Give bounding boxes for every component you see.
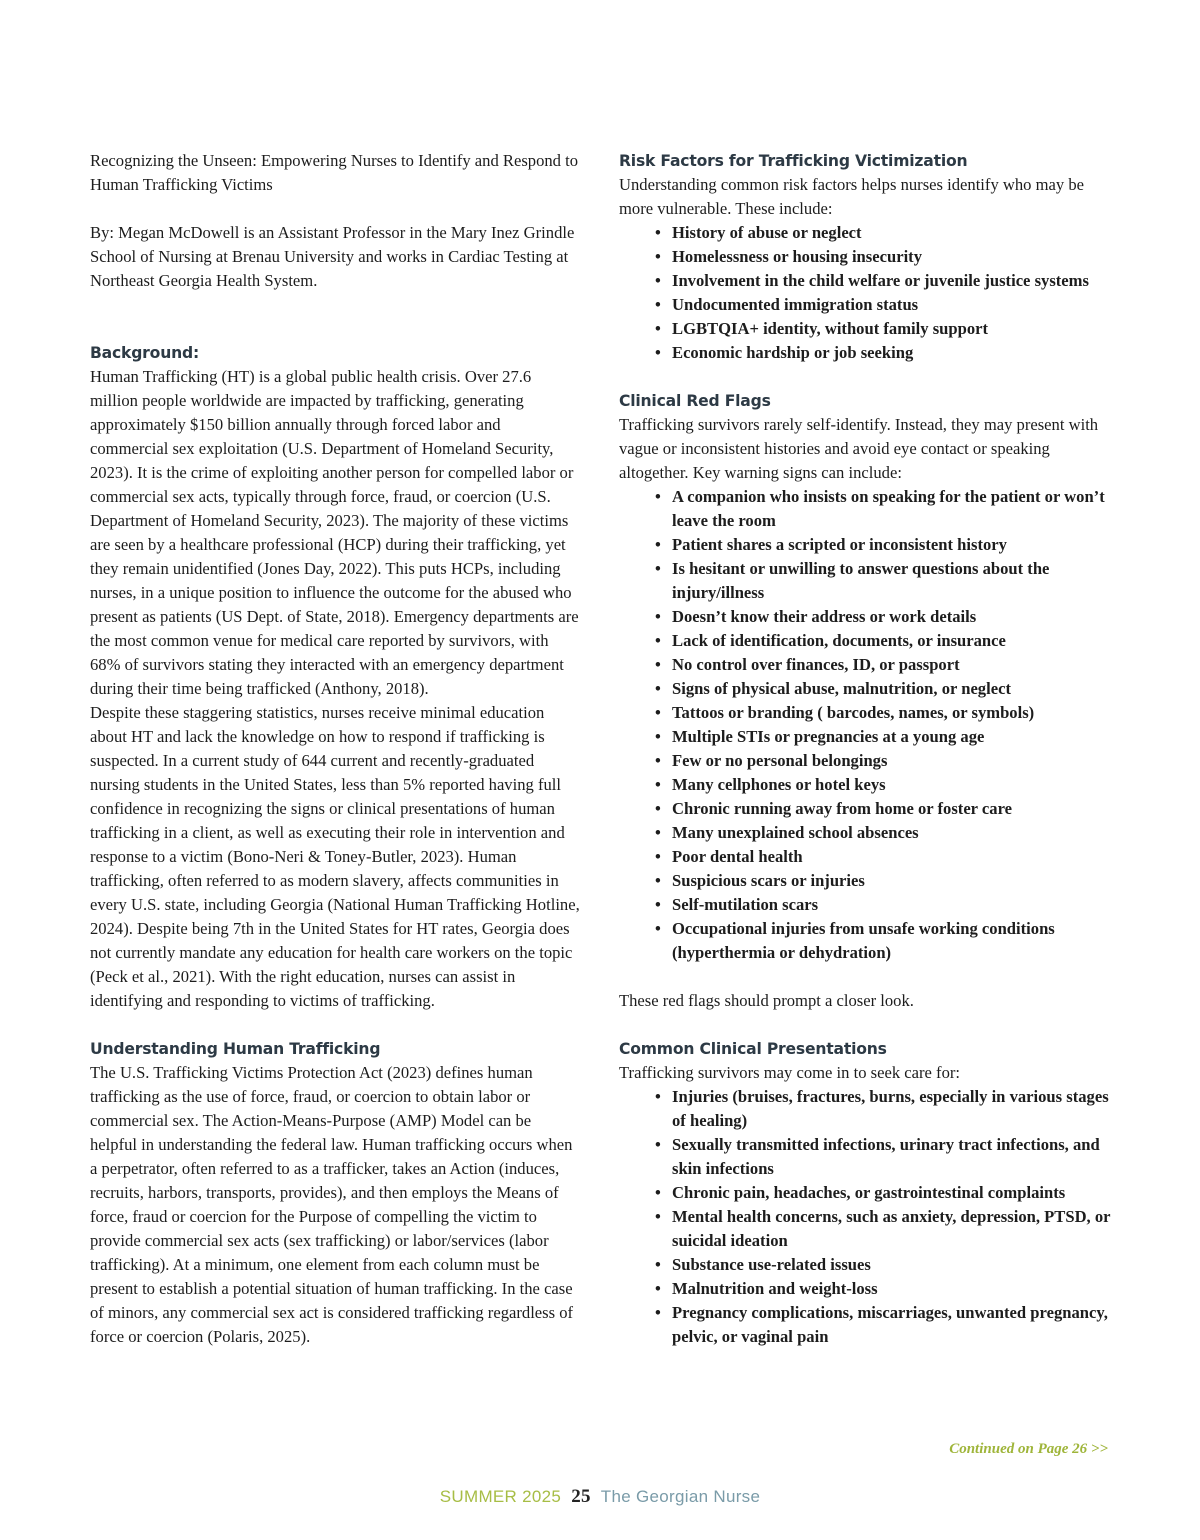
bullet-icon: • [655,679,661,698]
list-item [655,797,1119,821]
continued-link[interactable]: Continued on Page 26 >> [949,1441,1108,1457]
list-item-text: Undocumented immigration status [672,295,919,314]
understanding-paragraph: The U.S. Trafficking Victims Protection Act (2023) defines human trafficking as the use of force, fraud, or coercion to obtain labor or commercial sex. The Action-Means-Purpose (AMP) Model can be helpful in understanding the federal law. Human trafficking occurs when a perpetrator, often referred to as a trafficker, takes an Action (induces, recruits, harbors, transports, provides), and then employs the Means of force, fraud or coercion for the Purpose of compelling the victim to provide commercial sex acts (sex trafficking) or labor/services (labor trafficking). At a minimum, one element from each column must be present to establish a potential situation of human trafficking. In the case of minors, any commercial sex act is considered trafficking regardless of force or coercion (Polaris, 2025). [90,1063,574,1346]
list-item-text: Self-mutilation scars [672,895,819,914]
list-item [655,221,1119,245]
bullet-icon: • [655,871,661,890]
presentations-intro: Trafficking survivors may come in to seek care for: [619,1063,961,1082]
list-item-text: Malnutrition and weight-loss [672,1279,878,1298]
list-item-text: Signs of physical abuse, malnutrition, or neglect [672,679,1011,698]
list-item [655,677,1119,701]
list-item [655,1181,1119,1205]
bullet-icon: • [655,751,661,770]
list-item-text: Many cellphones or hotel keys [672,775,886,794]
list-item [655,341,1119,365]
risk-factors-list [619,221,1119,365]
footer-magazine-title: The Georgian Nurse [600,1487,761,1506]
background-heading: Background: [90,344,199,362]
list-item [655,245,1119,269]
list-item [655,317,1119,341]
red-flags-heading: Clinical Red Flags [619,392,771,410]
list-item [655,893,1119,917]
list-item-text: Injuries (bruises, fractures, burns, especially in various stages of healing) [672,1087,1109,1130]
list-item-text: Patient shares a scripted or inconsistent history [672,535,1007,554]
list-item [655,869,1119,893]
list-item-text: Homelessness or housing insecurity [672,247,922,266]
list-item-text: Suspicious scars or injuries [672,871,865,890]
list-item-text: History of abuse or neglect [672,223,862,242]
red-flags-list [619,485,1119,965]
list-item-text: Economic hardship or job seeking [672,343,914,362]
bullet-icon: • [655,223,661,242]
risk-factors-intro: Understanding common risk factors helps nurses identify who may be more vulnerable. These include: [619,175,1084,218]
list-item-text: Doesn’t know their address or work details [672,607,977,626]
list-item [655,533,1119,557]
bullet-icon: • [655,1087,661,1106]
list-item-text: Substance use-related issues [672,1255,871,1274]
bullet-icon: • [655,1183,661,1202]
bullet-icon: • [655,799,661,818]
list-item-text: Sexually transmitted infections, urinary tract infections, and skin infections [672,1135,1100,1178]
right-column [619,149,1119,1349]
understanding-heading: Understanding Human Trafficking [90,1040,381,1058]
footer-page-number: 25 [571,1486,591,1507]
list-item [655,845,1119,869]
list-item [655,1085,1119,1133]
list-item [655,605,1119,629]
list-item [655,1277,1119,1301]
bullet-icon: • [655,535,661,554]
bullet-icon: • [655,271,661,290]
bullet-icon: • [655,655,661,674]
bullet-icon: • [655,703,661,722]
list-item-text: A companion who insists on speaking for the patient or won’t leave the room [672,487,1105,530]
list-item-text: LGBTQIA+ identity, without family support [672,319,989,338]
list-item [655,557,1119,605]
list-item-text: Mental health concerns, such as anxiety, depression, PTSD, or suicidal ideation [672,1207,1111,1250]
list-item-text: Tattoos or branding ( barcodes, names, or symbols) [672,703,1035,722]
bullet-icon: • [655,1207,661,1226]
bullet-icon: • [655,919,661,938]
bullet-icon: • [655,1279,661,1298]
list-item-text: Chronic pain, headaches, or gastrointestinal complaints [672,1183,1066,1202]
bullet-icon: • [655,607,661,626]
bullet-icon: • [655,343,661,362]
list-item [655,1205,1119,1253]
bullet-icon: • [655,847,661,866]
risk-factors-heading: Risk Factors for Trafficking Victimization [619,152,968,170]
bullet-icon: • [655,295,661,314]
list-item [655,485,1119,533]
list-item [655,917,1119,965]
list-item-text: No control over finances, ID, or passport [672,655,960,674]
list-item-text: Few or no personal belongings [672,751,888,770]
footer-season: SUMMER 2025 [439,1487,562,1506]
list-item-text: Chronic running away from home or foster care [672,799,1012,818]
list-item [655,773,1119,797]
bullet-icon: • [655,823,661,842]
list-item [655,1133,1119,1181]
presentations-heading: Common Clinical Presentations [619,1040,887,1058]
bullet-icon: • [655,1135,661,1154]
list-item-text: Occupational injuries from unsafe working conditions (hyperthermia or dehydration) [672,919,1055,962]
list-item-text: Pregnancy complications, miscarriages, unwanted pregnancy, pelvic, or vaginal pain [672,1303,1108,1346]
list-item [655,725,1119,749]
bullet-icon: • [655,1303,661,1322]
list-item [655,749,1119,773]
list-item-text: Poor dental health [672,847,803,866]
background-paragraph-2: Despite these staggering statistics, nurses receive minimal education about HT and lack the knowledge on how to respond if trafficking is suspected. In a current study of 644 current and recently-graduated nursing students in the United States, less than 5% reported having full confidence in recognizing the signs or clinical presentations of human trafficking in a client, as well as executing their role in intervention and response to a victim (Bono-Neri & Toney-Butler, 2023). Human trafficking, often referred to as modern slavery, affects communities in every U.S. state, including Georgia (National Human Trafficking Hotline, 2024). Despite being 7th in the United States for HT rates, Georgia does not currently mandate any education for health care workers on the topic (Peck et al., 2021). With the right education, nurses can assist in identifying and responding to victims of trafficking. [90,703,580,1010]
list-item-text: Is hesitant or unwilling to answer questions about the injury/illness [672,559,1050,602]
list-item-text: Involvement in the child welfare or juvenile justice systems [672,271,1089,290]
list-item [655,1253,1119,1277]
list-item-text: Many unexplained school absences [672,823,919,842]
list-item [655,1301,1119,1349]
bullet-icon: • [655,487,661,506]
bullet-icon: • [655,319,661,338]
presentations-list [619,1085,1119,1349]
red-flags-intro: Trafficking survivors rarely self-identify. Instead, they may present with vague or inconsistent histories and avoid eye contact or speaking altogether. Key warning signs can include: [619,415,1099,482]
background-paragraph-1: Human Trafficking (HT) is a global public health crisis. Over 27.6 million people worldwide are impacted by trafficking, generating approximately $150 billion annually through forced labor and commercial sex exploitation (U.S. Department of Homeland Security, 2023). It is the crime of exploiting another person for compelled labor or commercial sex acts, typically through force, fraud, or coercion (U.S. Department of Homeland Security, 2023). The majority of these victims are seen by a healthcare professional (HCP) during their trafficking, yet they remain unidentified (Jones Day, 2022). This puts HCPs, including nurses, in a unique position to influence the outcome for the abused who present as patients (US Dept. of State, 2018). Emergency departments are the most common venue for medical care reported by survivors, with 68% of survivors stating they interacted with an emergency department during their time being trafficked (Anthony, 2018). [90,367,579,698]
bullet-icon: • [655,1255,661,1274]
bullet-icon: • [655,631,661,650]
bullet-icon: • [655,559,661,578]
list-item [655,629,1119,653]
article-title: Recognizing the Unseen: Empowering Nurses to Identify and Respond to Human Trafficking Victims [90,151,579,194]
list-item [655,821,1119,845]
list-item [655,653,1119,677]
article-byline: By: Megan McDowell is an Assistant Professor in the Mary Inez Grindle School of Nursing at Brenau University and works in Cardiac Testing at Northeast Georgia Health System. [90,223,575,290]
bullet-icon: • [655,895,661,914]
red-flags-closing: These red flags should prompt a closer look. [619,991,914,1010]
list-item-text: Lack of identification, documents, or insurance [672,631,1006,650]
bullet-icon: • [655,727,661,746]
left-column [90,149,580,1349]
bullet-icon: • [655,247,661,266]
list-item [655,701,1119,725]
list-item-text: Multiple STIs or pregnancies at a young age [672,727,985,746]
bullet-icon: • [655,775,661,794]
list-item [655,269,1119,293]
list-item [655,293,1119,317]
page-footer [0,1486,1200,1508]
